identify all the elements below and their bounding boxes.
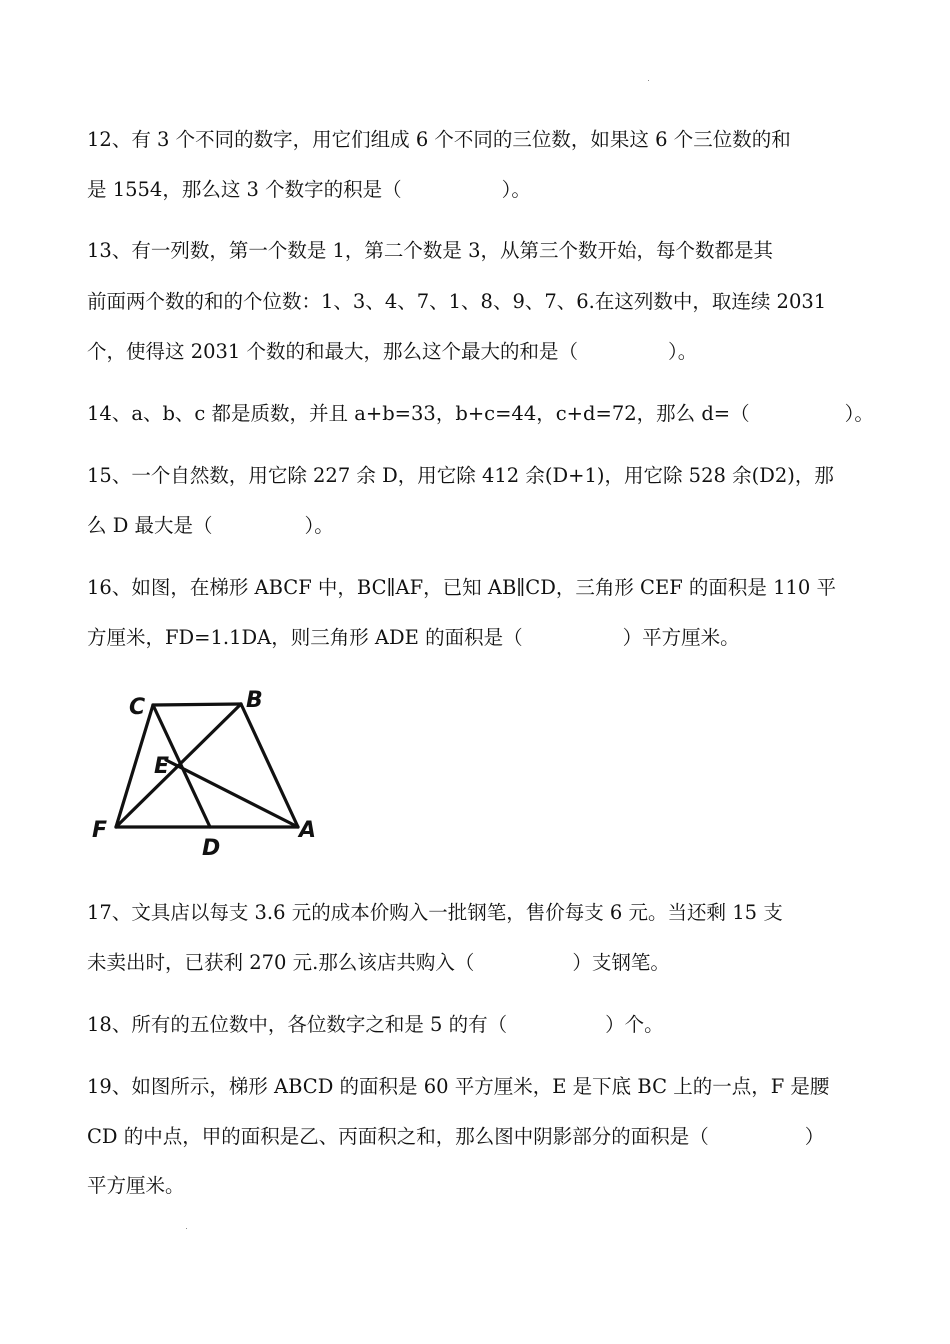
- p18-line1-text: 18、所有的五位数中，各位数字之和是 5 的有（: [87, 1013, 508, 1036]
- segment-ba: [241, 704, 298, 827]
- p16-line2-close: ）平方厘米。: [622, 626, 740, 649]
- p17-line1: 17、文具店以每支 3.6 元的成本价购入一批钢笔，售价每支 6 元。当还剩 15 支: [87, 901, 783, 924]
- p12-line2-text: 是 1554，那么这 3 个数字的积是（: [87, 178, 402, 201]
- p16-line1: 16、如图，在梯形 ABCF 中，BC∥AF，已知 AB∥CD，三角形 CEF 的面积是 110 平: [87, 576, 837, 599]
- p19-line1: 19、如图所示，梯形 ABCD 的面积是 60 平方厘米，E 是下底 BC 上的一点，F 是腰: [87, 1075, 830, 1098]
- p19-line2-close: ）: [804, 1125, 825, 1148]
- p19-line2-text: CD 的中点，甲的面积是乙、丙面积之和，那么图中阴影部分的面积是（: [87, 1125, 709, 1148]
- p17-line2: [87, 953, 670, 973]
- label-b: B: [246, 688, 263, 713]
- segment-cb: [153, 704, 241, 705]
- p16-line2-text: 方厘米，FD=1.1DA，则三角形 ADE 的面积是（: [87, 626, 523, 649]
- p15-line2: [87, 516, 334, 536]
- segment-ea: [166, 760, 298, 827]
- p17-line2-text: 未卖出时，已获利 270 元.那么该店共购入（: [87, 951, 475, 974]
- label-e: E: [154, 754, 170, 779]
- p15-line1: 15、一个自然数，用它除 227 余 D，用它除 412 余(D+1)，用它除 528 余(D2)，那: [87, 464, 834, 487]
- p18-line1: [87, 1015, 664, 1035]
- p12-line1: 12、有 3 个不同的数字，用它们组成 6 个不同的三位数，如果这 6 个三位数的和: [87, 128, 791, 151]
- label-a: A: [299, 818, 317, 843]
- p12-line2: [87, 180, 531, 200]
- p13-line3: [87, 342, 697, 362]
- p16-line2: [87, 628, 740, 648]
- p15-line2-close: ）。: [304, 514, 334, 537]
- p13-line1: 13、有一列数，第一个数是 1，第二个数是 3，从第三个数开始，每个数都是其: [87, 239, 774, 262]
- p14-line1-text: 14、a、b、c 都是质数，并且 a+b=33，b+c=44，c+d=72，那么 d=（: [87, 402, 750, 425]
- p19-line2: [87, 1127, 824, 1147]
- p17-line2-close: ）支钢笔。: [572, 951, 670, 974]
- label-d: D: [202, 836, 221, 861]
- p12-line2-close: ）。: [501, 178, 531, 201]
- p15-line2-text: 么 D 最大是（: [87, 514, 213, 537]
- p14-line1-close: ）。: [844, 402, 874, 425]
- p18-line1-close: ）个。: [605, 1013, 664, 1036]
- p13-line3-close: ）。: [668, 340, 698, 363]
- label-f: F: [92, 818, 108, 843]
- trapezoid-figure: [86, 680, 326, 865]
- p19-line3: 平方厘米。: [87, 1174, 185, 1197]
- scan-speck: [186, 1228, 187, 1229]
- scan-speck: [648, 80, 649, 81]
- p13-line3-text: 个，使得这 2031 个数的和最大，那么这个最大的和是（: [87, 340, 579, 363]
- p13-line2: 前面两个数的和的个位数：1、3、4、7、1、8、9、7、6.在这列数中，取连续 2031: [87, 290, 827, 313]
- p14-line1: [87, 404, 874, 424]
- label-c: C: [129, 695, 146, 720]
